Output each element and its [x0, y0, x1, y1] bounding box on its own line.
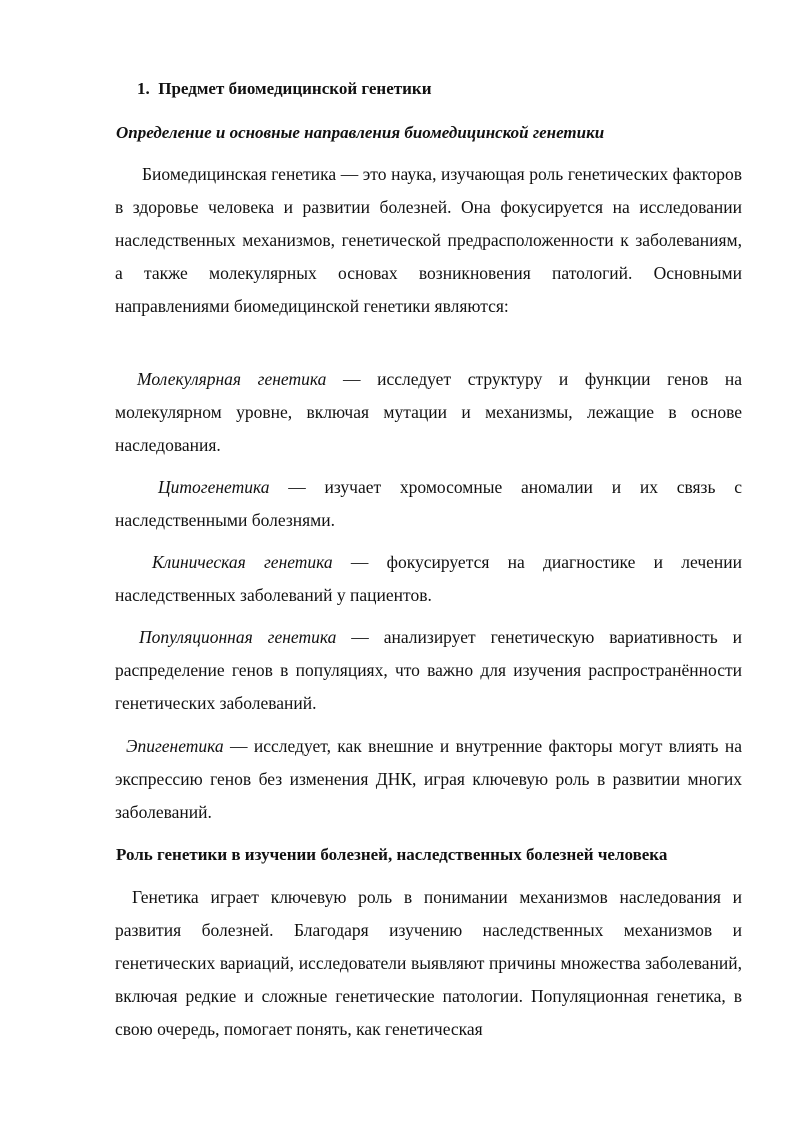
direction-term: Эпигенетика: [126, 736, 224, 756]
direction-population: [115, 621, 742, 720]
subheading-role: Роль генетики в изучении болезней, наследственных болезней человека: [116, 845, 668, 864]
direction-cytogenetics: [115, 471, 742, 537]
direction-text: — изучает хромосомные аномалии и их связь с наследственными болезнями.: [115, 477, 742, 530]
direction-text: — анализирует генетическую вариативность и распределение генов в популяциях, что важно для изучения распространённости генетических заболеваний.: [115, 627, 742, 713]
direction-text: — фокусируется на диагностике и лечении наследственных заболеваний у пациентов.: [115, 552, 742, 605]
direction-molecular: [115, 363, 742, 462]
direction-epigenetics: [115, 730, 742, 829]
section-heading: 1. Предмет биомедицинской генетики: [137, 79, 432, 98]
direction-text: — исследует структуру и функции генов на молекулярном уровне, включая мутации и механизмы, лежащие в основе наследования.: [115, 369, 742, 455]
direction-term: Цитогенетика: [158, 477, 270, 497]
closing-paragraph: Генетика играет ключевую роль в понимании механизмов наследования и развития болезней. Благодаря изучению наследственных механизмов и генетических вариаций, исследователи выявляют причины множества заболеваний, включая редкие и сложные генетические патологии. Популяционная генетика, в свою очередь, помогает понять, как генетическая: [115, 887, 742, 1039]
direction-clinical: [115, 546, 742, 612]
direction-text: — исследует, как внешние и внутренние факторы могут влиять на экспрессию генов без изменения ДНК, играя ключевую роль в развитии многих заболеваний.: [115, 736, 742, 822]
direction-term: Популяционная генетика: [139, 627, 337, 647]
direction-term: Клиническая генетика: [152, 552, 333, 572]
direction-term: Молекулярная генетика: [137, 369, 327, 389]
subheading-definition: Определение и основные направления биомедицинской генетики: [116, 123, 605, 142]
intro-paragraph: Биомедицинская генетика — это наука, изучающая роль генетических факторов в здоровье человека и развитии болезней. Она фокусируется на исследовании наследственных механизмов, генетической предрасположенности к заболеваниям, а также молекулярных основах возникновения патологий. Основными направлениями биомедицинской генетики являются:: [115, 164, 742, 316]
